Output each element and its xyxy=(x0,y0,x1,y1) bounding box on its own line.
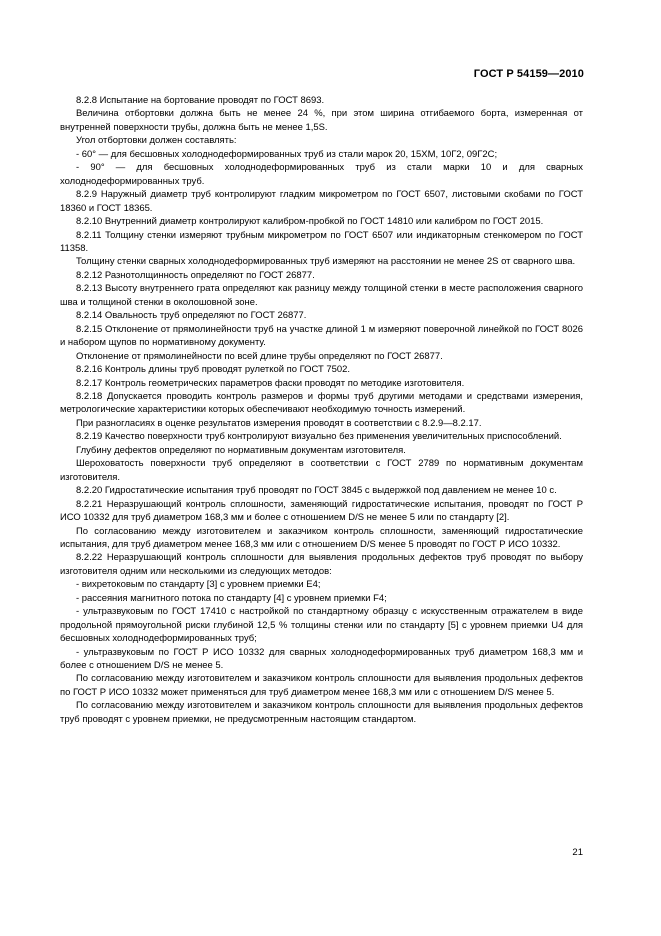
list-item: - 90° — для бесшовных холоднодеформированных труб из стали марки 10 и для сварных холоднодеформированных труб. xyxy=(60,162,583,187)
standard-code-header: ГОСТ Р 54159—2010 xyxy=(473,68,584,80)
paragraph: По согласованию между изготовителем и заказчиком контроль сплошности для выявления продольных дефектов по ГОСТ Р ИСО 10332 может применяться для труб диаметром менее 168,3 мм или с отношением D/S менее 5. xyxy=(60,673,583,698)
paragraph: 8.2.9 Наружный диаметр труб контролируют гладким микрометром по ГОСТ 6507, листовыми скобами по ГОСТ 18360 и ГОСТ 18365. xyxy=(60,189,583,214)
paragraph: 8.2.21 Неразрушающий контроль сплошности, заменяющий гидростатические испытания, проводят по ГОСТ Р ИСО 10332 для труб диаметром 168,3 мм и более с отношением D/S не менее 5 или по стандарту [2]. xyxy=(60,498,583,524)
paragraph: 8.2.17 Контроль геометрических параметров фаски проводят по методике изготовителя. xyxy=(76,377,465,389)
page-number: 21 xyxy=(572,847,583,858)
paragraph: 8.2.22 Неразрушающий контроль сплошности для выявления продольных дефектов труб проводят по выбору изготовителя одним или несколькими из следующих методов: xyxy=(60,552,583,577)
list-item: - ультразвуковым по ГОСТ Р ИСО 10332 для сварных холоднодеформированных труб диаметром 168,3 мм и более с отношением D/S не менее 5. xyxy=(60,646,583,672)
paragraph: По согласованию между изготовителем и заказчиком контроль сплошности, заменяющий гидростатические испытания, для труб диаметром менее 168,3 мм или с отношением D/S менее 5 проводят по ГОСТ Р ИСО 10332. xyxy=(60,525,583,550)
paragraph: Шероховатость поверхности труб определяют в соответствии с ГОСТ 2789 по нормативным документам изготовителя. xyxy=(60,458,583,483)
paragraph: Глубину дефектов определяют по нормативным документам изготовителя. xyxy=(76,444,406,456)
paragraph: Отклонение от прямолинейности по всей длине трубы определяют по ГОСТ 26877. xyxy=(76,350,443,362)
paragraph: 8.2.12 Разнотолщинность определяют по ГОСТ 26877. xyxy=(76,269,315,281)
paragraph: 8.2.10 Внутренний диаметр контролируют калибром-пробкой по ГОСТ 14810 или калибром по ГОСТ 2015. xyxy=(76,216,544,228)
paragraph: Величина отбортовки должна быть не менее 24 %, при этом ширина отгибаемого борта, измеренная от внутренней поверхности трубы, должна быть не менее 1,5S. xyxy=(60,108,583,133)
paragraph: По согласованию между изготовителем и заказчиком контроль сплошности для выявления продольных дефектов труб проводят с уровнем приемки, не предусмотренным настоящим стандартом. xyxy=(60,700,583,725)
paragraph: 8.2.19 Качество поверхности труб контролируют визуально без применения увеличительных приспособлений. xyxy=(76,431,562,443)
paragraph: 8.2.8 Испытание на бортование проводят по ГОСТ 8693. xyxy=(76,95,325,106)
paragraph: 8.2.18 Допускается проводить контроль размеров и формы труб другими методами и средствами измерения, метрологические характеристики которых обеспечивают необходимую точность измерений. xyxy=(60,390,583,416)
paragraph: 8.2.15 Отклонение от прямолинейности труб на участке длиной 1 м измеряют поверочной линейкой по ГОСТ 8026 и набором щупов по нормативному документу. xyxy=(60,323,583,349)
paragraph: Толщину стенки сварных холоднодеформированных труб измеряют на расстоянии не менее 2S от сварного шва. xyxy=(76,256,576,268)
list-item: - рассеяния магнитного потока по стандарту [4] с уровнем приемки F4; xyxy=(76,592,387,604)
paragraph: 8.2.20 Гидростатические испытания труб проводят по ГОСТ 3845 с выдержкой под давлением не менее 10 с. xyxy=(76,485,557,497)
paragraph: 8.2.13 Высоту внутреннего грата определяют как разницу между толщиной стенки в месте расположения сварного шва и толщиной стенки в околошовной зоне. xyxy=(60,283,583,308)
document-body xyxy=(60,94,583,726)
paragraph: 8.2.14 Овальность труб определяют по ГОСТ 26877. xyxy=(76,310,307,322)
paragraph: 8.2.11 Толщину стенки измеряют трубным микрометром по ГОСТ 6507 или индикаторным стенкомером по ГОСТ 11358. xyxy=(60,229,583,254)
list-item: - 60° — для бесшовных холоднодеформированных труб из стали марок 20, 15ХМ, 10Г2, 09Г2С; xyxy=(76,148,498,160)
list-item: - ультразвуковым по ГОСТ 17410 с настройкой по стандартному образцу с искусственным отражателем в виде продольной прямоугольной риски глубиной 12,5 % толщины стенки или по стандарту [5] с уровнем приемки U4 для бесшовных холоднодеформированных труб; xyxy=(60,606,583,645)
paragraph: При разногласиях в оценке результатов измерения проводят в соответствии с 8.2.9—8.2.17. xyxy=(76,417,482,429)
paragraph: 8.2.16 Контроль длины труб проводят рулеткой по ГОСТ 7502. xyxy=(76,364,351,376)
paragraph: Угол отбортовки должен составлять: xyxy=(76,135,237,147)
list-item: - вихретоковым по стандарту [3] с уровнем приемки Е4; xyxy=(76,579,321,591)
